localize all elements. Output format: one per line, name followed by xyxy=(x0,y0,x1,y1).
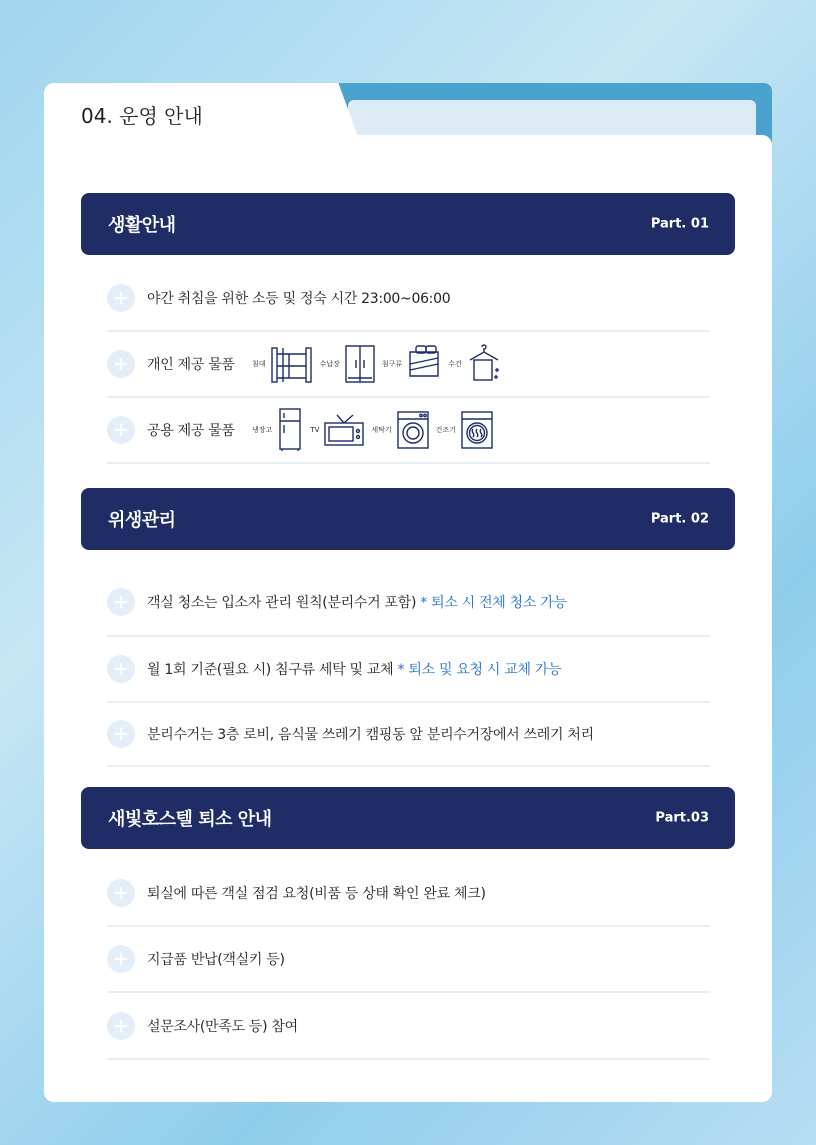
tv-icon xyxy=(323,413,365,447)
towel-icon xyxy=(466,344,502,384)
provided-item xyxy=(252,344,314,384)
plus-icon xyxy=(107,879,135,907)
section-part: Part.03 xyxy=(655,810,709,826)
list-item-text: 공용 제공 물품 xyxy=(147,423,235,439)
bedding-icon xyxy=(406,344,442,384)
list-item xyxy=(107,266,710,332)
item-label: 침구류 xyxy=(381,360,403,368)
list-item xyxy=(107,332,710,398)
list-item xyxy=(107,637,710,703)
provided-item xyxy=(310,413,365,447)
item-label: 수건 xyxy=(448,360,462,368)
item-label: 냉장고 xyxy=(252,426,273,434)
item-label: 침대 xyxy=(252,360,266,368)
list-item xyxy=(107,703,710,767)
list-item-text: 지급품 반납(객실키 등) xyxy=(147,952,285,968)
section-title: 새빛호스텔 퇴소 안내 xyxy=(108,809,272,830)
cabinet-icon xyxy=(344,344,376,384)
plus-icon xyxy=(107,588,135,616)
page-title: 04. 운영 안내 xyxy=(81,104,203,128)
list-item-main: 객실 청소는 입소자 관리 원칙(분리수거 포함) xyxy=(147,595,421,611)
item-label: 수납장 xyxy=(319,360,340,368)
dryer-icon xyxy=(460,410,494,450)
list-item-text xyxy=(147,592,567,612)
section-header-checkout xyxy=(81,787,735,849)
refrigerator-icon xyxy=(276,407,304,453)
section-part: Part. 01 xyxy=(650,216,709,232)
plus-icon xyxy=(107,720,135,748)
provided-item xyxy=(448,344,502,384)
provided-item xyxy=(320,344,376,384)
plus-icon xyxy=(107,416,135,444)
plus-icon xyxy=(107,284,135,312)
section-header-living xyxy=(81,193,735,255)
plus-icon xyxy=(107,1012,135,1040)
plus-icon xyxy=(107,945,135,973)
item-label: 건조기 xyxy=(435,426,456,434)
list-item-note: * 퇴소 및 요청 시 교체 가능 xyxy=(397,662,562,678)
list-item-note: * 퇴소 시 전체 청소 가능 xyxy=(420,595,567,611)
plus-icon xyxy=(107,655,135,683)
list-item xyxy=(107,860,710,927)
list-item-text: 야간 취침을 위한 소등 및 정숙 시간 23:00~06:00 xyxy=(147,291,451,307)
list-item-text xyxy=(147,659,561,679)
washing-machine-icon xyxy=(396,410,430,450)
provided-item xyxy=(252,407,304,453)
list-item xyxy=(107,398,710,464)
list-item-main: 월 1회 기준(필요 시) 침구류 세탁 및 교체 xyxy=(147,662,398,678)
list-item xyxy=(107,993,710,1060)
section-header-hygiene xyxy=(81,488,735,550)
list-item-text: 설문조사(만족도 등) 참여 xyxy=(147,1018,298,1035)
section-title: 생활안내 xyxy=(108,215,176,236)
list-item-text: 분리수거는 3층 로비, 음식물 쓰레기 캠핑동 앞 분리수거장에서 쓰레기 처리 xyxy=(147,727,594,743)
plus-icon xyxy=(107,350,135,378)
section-part: Part. 02 xyxy=(650,511,709,527)
item-label: 세탁기 xyxy=(371,426,392,434)
list-item xyxy=(107,569,710,637)
section-title: 위생관리 xyxy=(108,510,176,531)
list-item xyxy=(107,927,710,993)
provided-item xyxy=(382,344,442,384)
provided-item xyxy=(436,410,494,450)
provided-item xyxy=(371,410,429,450)
item-label: TV xyxy=(310,426,320,434)
list-item-text: 퇴실에 따른 객실 점검 요청(비품 등 상태 확인 완료 체크) xyxy=(147,885,486,902)
list-item-text: 개인 제공 물품 xyxy=(147,357,235,373)
bed-icon xyxy=(270,344,314,384)
